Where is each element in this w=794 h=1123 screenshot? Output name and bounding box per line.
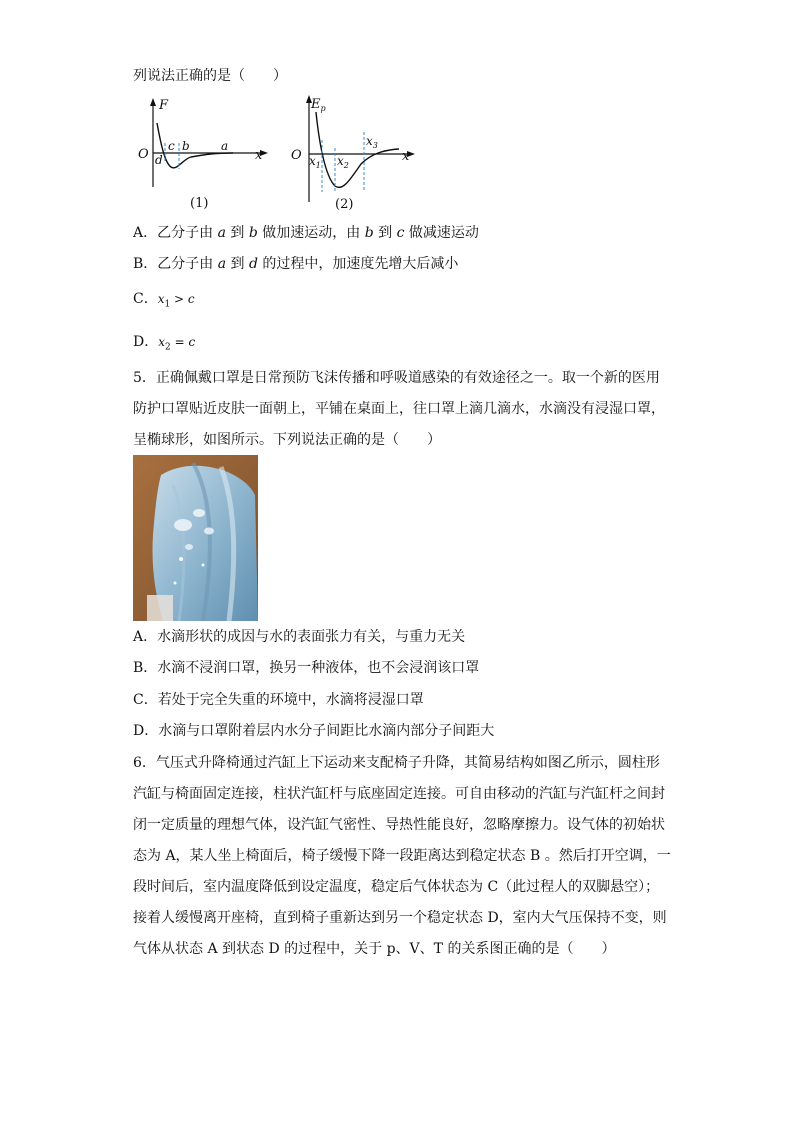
fig1-axis-y: F — [159, 98, 169, 113]
fig2-label-x2: $x_2$ — [337, 154, 349, 170]
fig1-label-d: d — [155, 153, 163, 167]
fig2-axis-y: $E_p$ — [311, 97, 326, 113]
q5-stem-line-1: 5．正确佩戴口罩是日常预防飞沫传播和呼吸道感染的有效途径之一。取一个新的医用 — [133, 370, 660, 386]
q4-option-b: B．乙分子由 a 到 d 的过程中，加速度先增大后减小 — [133, 256, 459, 272]
fig1-caption: (1) — [190, 196, 209, 211]
q5-option-c: C．若处于完全失重的环境中，水滴将浸湿口罩 — [133, 692, 424, 708]
q5-stem-line-3: 呈椭球形，如图所示。下列说法正确的是（ ） — [133, 432, 441, 448]
q4-stem: 列说法正确的是（ ） — [133, 68, 287, 84]
figure-force-distance — [135, 95, 270, 215]
q4-option-d: D．$x_2 = c$ — [133, 334, 196, 353]
figure-potential-energy — [287, 92, 417, 215]
fig2-axis-x: x — [402, 149, 410, 164]
q6-stem-line-5: 段时间后，室内温度降低到设定温度，稳定后气体状态为 C（此过程人的双脚悬空）； — [133, 879, 660, 895]
q4-option-c: C．$x_1 > c$ — [133, 291, 195, 310]
q6-stem-line-6: 接着人缓慢离开座椅，直到椅子重新达到另一个稳定状态 D，室内大气压保持不变，则 — [133, 910, 667, 926]
q4-option-a: A．乙分子由 a 到 b 做加速运动，由 b 到 c 做减速运动 — [133, 225, 479, 241]
q5-option-d: D．水滴与口罩附着层内水分子间距比水滴内部分子间距大 — [133, 723, 495, 739]
q6-stem-line-2: 汽缸与椅面固定连接，柱状汽缸杆与底座固定连接。可自由移动的汽缸与汽缸杆之间封 — [133, 786, 665, 802]
fig1-label-b: b — [182, 139, 190, 153]
mask-water-drop-photo — [133, 455, 258, 621]
q5-option-b: B．水滴不浸润口罩，换另一种液体，也不会浸润该口罩 — [133, 660, 480, 676]
q6-stem-line-4: 态为 A，某人坐上椅面后，椅子缓慢下降一段距离达到稳定状态 B 。然后打开空调，一 — [133, 848, 671, 864]
q6-stem-line-3: 闭一定质量的理想气体，设汽缸气密性、导热性能良好，忽略摩擦力。设气体的初始状 — [133, 817, 665, 833]
fig1-label-a: a — [221, 139, 229, 153]
fig2-origin: O — [291, 148, 302, 163]
q5-option-a: A．水滴形状的成因与水的表面张力有关，与重力无关 — [133, 629, 466, 645]
fig1-label-c: c — [168, 139, 175, 153]
fig1-axis-x: x — [255, 148, 263, 163]
q5-stem-line-2: 防护口罩贴近皮肤一面朝上，平铺在桌面上，往口罩上滴几滴水，水滴没有浸湿口罩， — [133, 401, 665, 417]
q6-stem-line-1: 6．气压式升降椅通过汽缸上下运动来支配椅子升降，其简易结构如图乙所示，圆柱形 — [133, 755, 660, 771]
fig2-label-x1: $x_1$ — [309, 154, 321, 170]
fig2-caption: (2) — [335, 197, 354, 212]
fig2-label-x3: $x_3$ — [366, 134, 378, 150]
fig1-origin: O — [138, 147, 149, 162]
q6-stem-line-7: 气体从状态 A 到状态 D 的过程中，关于 p、V、T 的关系图正确的是（ ） — [133, 941, 616, 957]
